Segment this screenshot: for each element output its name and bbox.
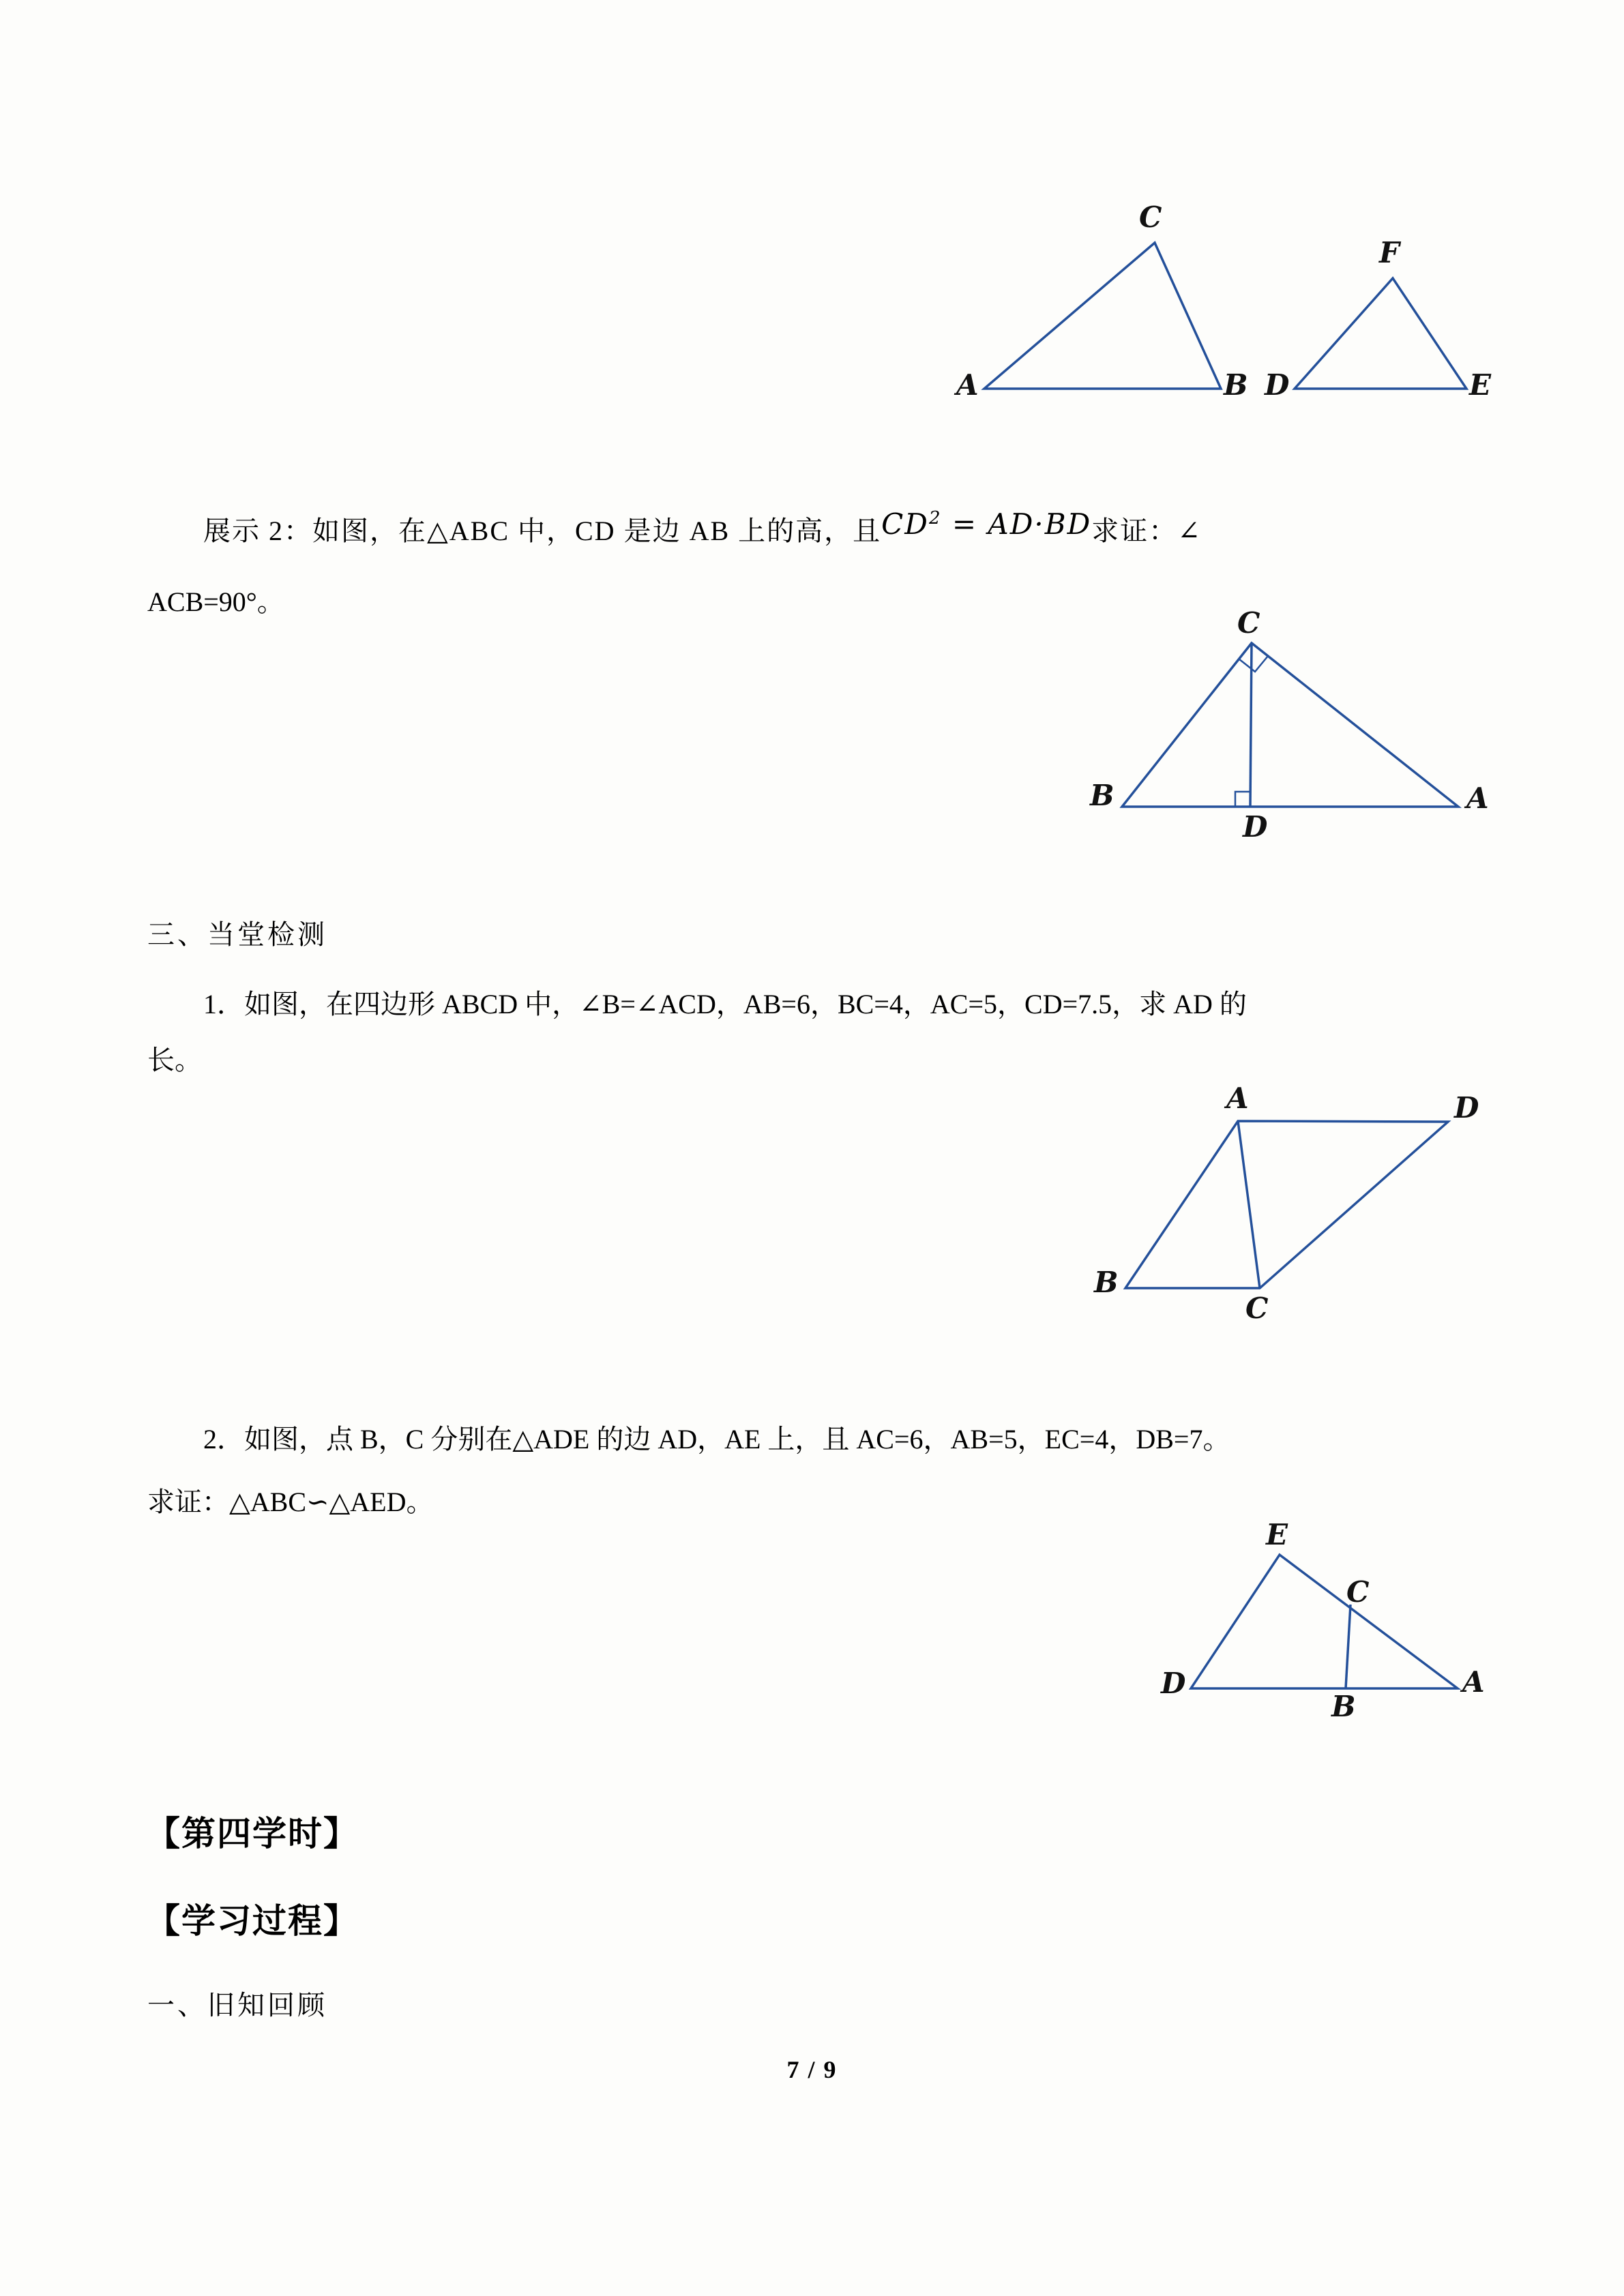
segment-cb-line: [1346, 1605, 1350, 1688]
formula-cd-squared: $CD^2 = AD\cdot BD$: [881, 507, 1092, 541]
session4-heading: 【第四学时】: [146, 1815, 359, 1853]
question1-line1: 1．如图，在四边形 ABCD 中，∠B=∠ACD，AB=6，BC=4，AC=5，CD=7.5，求 AD 的: [203, 989, 1247, 1019]
fig1-vertex-label-c: C: [1139, 200, 1162, 234]
fig1-vertex-label-f: F: [1379, 236, 1400, 269]
diagonal-ac-line: [1238, 1121, 1260, 1288]
fig4-vertex-label-d: D: [1161, 1667, 1186, 1700]
quadrilateral-abcd-outline: [1125, 1121, 1448, 1288]
section-check-title: 三、当堂检测: [147, 919, 327, 950]
demo2-text-suffix: 求证：∠: [1091, 516, 1202, 546]
fig1-vertex-label-a: A: [956, 368, 979, 402]
fig2-vertex-label-d: D: [1243, 810, 1268, 844]
fig2-vertex-label-a: A: [1466, 781, 1489, 815]
figure-triangle-ade: [1191, 1555, 1458, 1688]
demo2-statement-line1: [203, 506, 1202, 550]
triangle-abc-outline: [984, 243, 1221, 389]
fig1-vertex-label-d: D: [1265, 368, 1290, 402]
fig1-vertex-label-e: E: [1469, 368, 1492, 402]
fig3-vertex-label-c: C: [1245, 1292, 1269, 1325]
right-angle-mark-d: [1235, 792, 1250, 807]
fig4-vertex-label-a: A: [1462, 1665, 1485, 1699]
fig3-vertex-label-d: D: [1454, 1091, 1479, 1124]
figure-quadrilateral: [1125, 1121, 1448, 1288]
fig3-vertex-label-b: B: [1094, 1266, 1119, 1299]
demo2-text-prefix: 展示 2：如图，在△ABC 中，CD 是边 AB 上的高，且: [203, 516, 882, 546]
page-number: 7 / 9: [786, 2056, 838, 2083]
demo2-statement-line2: ACB=90°。: [147, 586, 284, 617]
triangle-dae-outline: [1191, 1555, 1458, 1688]
section-review-title: 一、旧知回顾: [147, 1990, 327, 2021]
learning-process-heading: 【学习过程】: [146, 1902, 359, 1940]
figure-altitude-triangle: [1122, 643, 1458, 807]
fig3-vertex-label-a: A: [1226, 1082, 1249, 1115]
question2-line1: 2．如图，点 B，C 分别在△ADE 的边 AD，AE 上，且 AC=6，AB=5，EC=4，DB=7。: [203, 1424, 1230, 1455]
angle-mark-c: [1239, 656, 1268, 672]
fig1-vertex-label-b: B: [1224, 368, 1248, 402]
question2-line2: 求证：△ABC∽△AED。: [147, 1487, 434, 1517]
triangle-bca-outline: [1122, 643, 1458, 807]
fig4-vertex-label-e: E: [1266, 1518, 1288, 1551]
triangle-def-outline: [1295, 278, 1466, 389]
fig4-vertex-label-b: B: [1331, 1690, 1356, 1723]
fig2-vertex-label-b: B: [1090, 779, 1114, 812]
question1-line2: 长。: [147, 1045, 202, 1075]
fig2-vertex-label-c: C: [1237, 606, 1260, 640]
fig4-vertex-label-c: C: [1346, 1575, 1370, 1609]
